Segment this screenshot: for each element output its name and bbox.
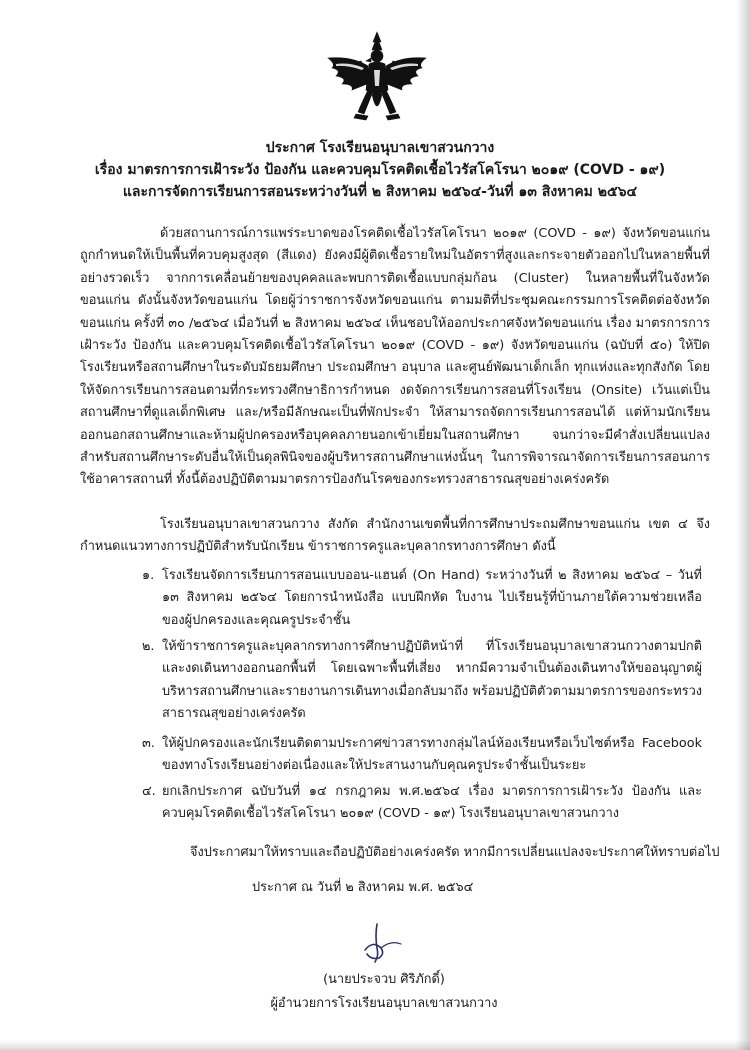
announcement-date: ประกาศ ณ วันที่ ๒ สิงหาคม พ.ศ. ๒๕๖๔	[252, 880, 474, 895]
list-item-text: ให้ข้าราชการครูและบุคลากรทางการศึกษาปฏิบัติหน้าที่ ที่โรงเรียนอนุบาลเขาสวนกวางตามปกติและงดเดินทางออกนอกพื้นที่ โดยเฉพาะพื้นที่เสี่ยง หากมีความจำเป็นต้องเดินทางให้ขออนุญาตผู้บริหารสถานศึกษาและรายงานการเดินทางเมื่อกลับมาถึง พร้อมปฏิบัติตัวตามมาตรการของกระทรวงสาธารณสุขอย่างเคร่งครัด	[162, 639, 702, 722]
handwritten-signature	[355, 918, 415, 966]
closing-statement: จึงประกาศมาให้ทราบและถือปฏิบัติอย่างเคร่งครัด หากมีการเปลี่ยนแปลงจะประกาศให้ทราบต่อไป	[190, 845, 720, 860]
garuda-emblem-icon	[322, 28, 432, 128]
list-item-text: ให้ผู้ปกครองและนักเรียนติดตามประกาศข่าวสารทางกลุ่มไลน์ห้องเรียนหรือเว็บไซต์หรือ Facebook ของทางโรงเรียนอย่างต่อเนื่องและให้ประสานงานกับคุณครูประจำชั้นเป็นระยะ	[162, 736, 702, 774]
signer-name: (นายประจวบ ศิริภักดิ์)	[323, 972, 445, 987]
list-item-number: ๑.	[142, 568, 155, 583]
list-item-number: ๓.	[142, 736, 155, 751]
list-item-number: ๔.	[142, 784, 156, 799]
announcement-subject-line2: และการจัดการเรียนการสอนระหว่างวันที่ ๒ สิงหาคม ๒๕๖๔-วันที่ ๑๓ สิงหาคม ๒๕๖๔	[122, 184, 638, 200]
paragraph-situation: ด้วยสถานการณ์การแพร่ระบาดของโรคติดเชื้อไวรัสโคโรนา ๒๐๑๙ (COVD - ๑๙) จังหวัดขอนแก่นถูกกำหนดให้เป็นพื้นที่ควบคุมสูงสุด (สีแดง) ยังคงมีผู้ติดเชื้อรายใหม่ในอัตราที่สูงและกระจายตัวออกไปในหลายพื้นที่อย่างรวดเร็ว จากการเคลื่อนย้ายของบุคคลและพบการติดเชื้อแบบกลุ่มก้อน (Cluster) ในหลายพื้นที่ในจังหวัดขอนแก่น ดังนั้นจังหวัดขอนแก่น โดยผู้ว่าราชการจังหวัดขอนแก่น ตามมติที่ประชุมคณะกรรมการโรคติดต่อจังหวัดขอนแก่น ครั้งที่ ๓๐ /๒๕๖๔ เมื่อวันที่ ๒ สิงหาคม ๒๕๖๔ เห็นชอบให้ออกประกาศจังหวัดขอนแก่น เรื่อง มาตรการการเฝ้าระวัง ป้องกัน และควบคุมโรคติดเชื้อไวรัสโคโรนา ๒๐๑๙ (COVD - ๑๙) จังหวัดขอนแก่น (ฉบับที่ ๕๐) ให้ปิดโรงเรียนหรือสถานศึกษาในระดับมัธยมศึกษา ประถมศึกษา อนุบาล และศูนย์พัฒนาเด็กเล็ก ทุกแห่งและทุกสังกัด โดยให้จัดการเรียนการสอนตามที่กระทรวงศึกษาธิการกำหนด งดจัดการเรียนการสอนที่โรงเรียน (Onsite) เว้นแต่เป็นสถานศึกษาที่ดูแลเด็กพิเศษ และ/หรือมีลักษณะเป็นที่พักประจำ ให้สามารถจัดการเรียนการสอนได้ แต่ห้ามนักเรียนออกนอกสถานศึกษาและห้ามผู้ปกครองหรือบุคคลภายนอกเข้าเยี่ยมในสถานศึกษา จนกว่าจะมีคำสั่งเปลี่ยนแปลง สำหรับสถานศึกษาระดับอื่นให้เป็นดุลพินิจของผู้บริหารสถานศึกษาแห่งนั้นๆ ในการพิจารณาจัดการเรียนการสอนการใช้อาคารสถานที่ ทั้งนี้ต้องปฏิบัติตามมาตรการป้องกันโรคของกระทรวงสาธารณสุขอย่างเคร่งครัด	[80, 226, 710, 488]
list-item-number: ๒.	[142, 639, 155, 654]
paragraph-guidelines-intro: โรงเรียนอนุบาลเขาสวนกวาง สังกัด สำนักงานเขตพื้นที่การศึกษาประถมศึกษาขอนแก่น เขต ๔ จึงกำหนดแนวทางการปฏิบัติสำหรับนักเรียน ข้าราชการครูและบุคลากรทางการศึกษา ดังนี้	[80, 517, 710, 555]
page-bottom-shadow	[0, 1040, 750, 1050]
list-item-text: โรงเรียนจัดการเรียนการสอนแบบออน-แฮนด์ (On Hand) ระหว่างวันที่ ๒ สิงหาคม ๒๕๖๔ – วันที่ ๑๓ สิงหาคม ๒๕๖๔ โดยการนำหนังสือ แบบฝึกหัด ใบงาน ไปเรียนรู้ที่บ้านภายใต้ความช่วยเหลือของผู้ปกครองและคุณครูประจำชั้น	[162, 568, 702, 628]
announcement-subject: เรื่อง มาตรการการเฝ้าระวัง ป้องกัน และควบคุมโรคติดเชื้อไวรัสโคโรนา ๒๐๑๙ (COVD - ๑๙)	[94, 162, 666, 178]
announcement-title: ประกาศ โรงเรียนอนุบาลเขาสวนกวาง	[265, 140, 495, 156]
signer-position: ผู้อำนวยการโรงเรียนอนุบาลเขาสวนกวาง	[270, 996, 498, 1011]
list-item-text: ยกเลิกประกาศ ฉบับวันที่ ๑๔ กรกฎาคม พ.ศ.๒๕๖๔ เรื่อง มาตรการการเฝ้าระวัง ป้องกัน และควบคุมโรคติดเชื้อไวรัสโคโรนา ๒๐๑๙ (COVD - ๑๙) โรงเรียนอนุบาลเขาสวนกวาง	[162, 784, 702, 822]
page-edge-shadow	[736, 0, 750, 1050]
